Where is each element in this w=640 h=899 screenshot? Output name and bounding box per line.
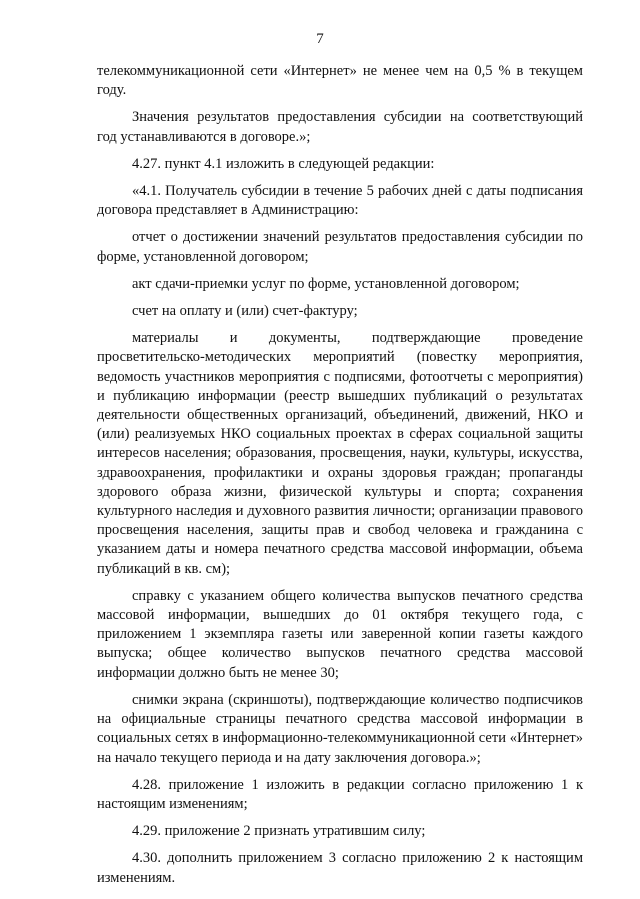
- page-number: 7: [316, 31, 324, 47]
- paragraph-4-30: 4.30. дополнить приложением 3 согласно приложению 2 к настоящим изменениям.: [97, 850, 583, 886]
- list-item-certificate: справку с указанием общего количества выпусков печатного средства массовой информации, вышедших до 01 октября текущего года, с приложением 1 экземпляра газеты или заверенной копии газеты каждого выпуска; общее количество выпусков печатного средства массовой информации должно быть не менее 30;: [97, 587, 583, 681]
- paragraph-4-1: «4.1. Получатель субсидии в течение 5 рабочих дней с даты подписания договора представляет в Администрацию:: [97, 183, 583, 219]
- list-item-materials: материалы и документы, подтверждающие проведение просветительско-методических мероприятий (повестку мероприятия, ведомость участников мероприятия с подписями, фотоотчеты с мероприятия) и публикацию информации (реестр вышедших публикаций о результатах деятельности общественных организаций, объединений, движений, НКО и (или) реализуемых НКО социальных проектах в сферах социальной защиты интересов населения; образования, просвещения, науки, культуры, искусства, здравоохранения, профилактики и охраны здоровья граждан; пропаганды здорового образа жизни, физической культуры и спорта; сохранения культурного наследия и духовного развития личности; организации правового просвещения населения, защиты прав и свобод человека и гражданина с указанием даты и номера печатного средства массовой информации, объема публикаций в кв. см);: [97, 330, 583, 577]
- document-body: [97, 62, 583, 888]
- paragraph-4-29: 4.29. приложение 2 признать утратившим силу;: [132, 823, 426, 840]
- list-item-screenshots: снимки экрана (скриншоты), подтверждающие количество подписчиков на официальные страницы печатного средства массовой информации в социальных сетях в информационно-телекоммуникационной сети «Интернет» на начало текущего периода и на дату заключения договора.»;: [97, 691, 583, 766]
- list-item-report: отчет о достижении значений результатов предоставления субсидии по форме, установленной договором;: [97, 229, 583, 265]
- paragraph-result-values: Значения результатов предоставления субсидии на соответствующий год устанавливаются в договоре.»;: [97, 109, 583, 145]
- paragraph-4-28: 4.28. приложение 1 изложить в редакции согласно приложению 1 к настоящим изменениям;: [97, 776, 583, 812]
- list-item-acceptance-act: акт сдачи-приемки услуг по форме, установленной договором;: [132, 275, 520, 292]
- paragraph-4-27: 4.27. пункт 4.1 изложить в следующей редакции:: [132, 155, 435, 172]
- list-item-invoice: счет на оплату и (или) счет-фактуру;: [132, 303, 358, 320]
- paragraph-continuation: телекоммуникационной сети «Интернет» не менее чем на 0,5 % в текущем году.: [97, 63, 583, 99]
